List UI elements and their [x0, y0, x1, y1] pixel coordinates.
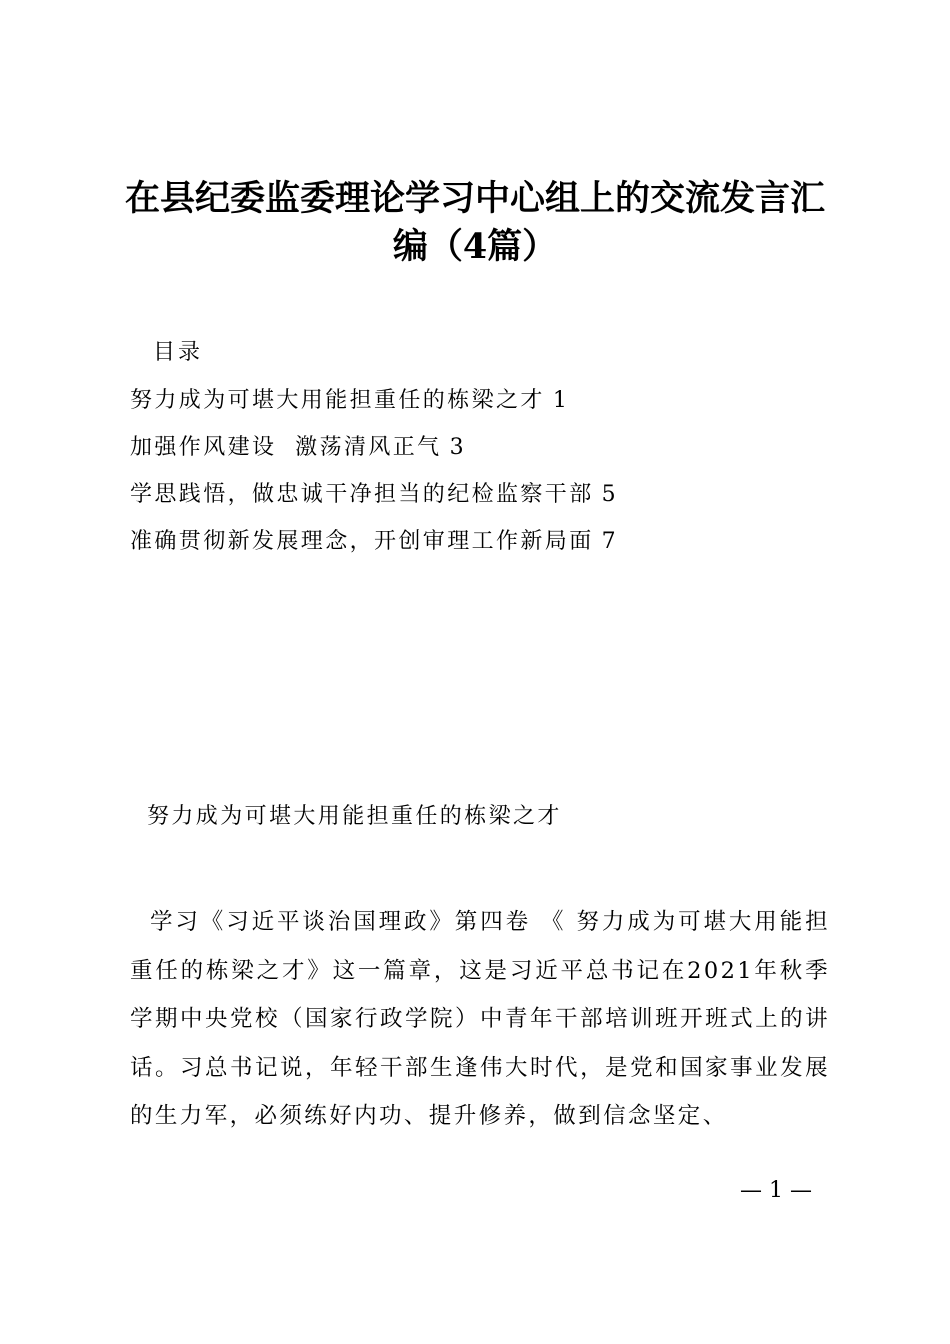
toc-item-title: 准确贯彻新发展理念，开创审理工作新局面	[130, 529, 594, 554]
section-heading: 努力成为可堪大用能担重任的栋梁之才	[147, 804, 562, 829]
toc-item-page: 7	[601, 529, 616, 554]
table-of-contents	[130, 384, 850, 572]
toc-item[interactable]	[130, 525, 850, 572]
toc-item-title: 学思践悟，做忠诚干净担当的纪检监察干部	[130, 482, 594, 507]
document-title-line-2: 编（4篇）	[392, 226, 558, 267]
toc-heading: 目录	[153, 340, 204, 365]
toc-item-title: 加强作风建设 激荡清风正气	[130, 435, 442, 460]
document-title-line-1: 在县纪委监委理论学习中心组上的交流发言汇	[124, 178, 825, 219]
body-paragraph: 学习《习近平谈治国理政》第四卷 《 努力成为可堪大用能担重任的栋梁之才》这一篇章，这是习近平总书记在2021年秋季学期中央党校（国家行政学院）中青年干部培训班开班式上的讲话。习总书记说，年轻干部生逢伟大时代，是党和国家事业发展的生力军，必须练好内功、提升修养，做到信念坚定、	[130, 909, 830, 1129]
toc-item[interactable]	[130, 478, 850, 525]
toc-item[interactable]	[130, 384, 850, 431]
toc-item-page: 5	[601, 482, 616, 507]
toc-item-page: 1	[552, 388, 567, 413]
toc-item-page: 3	[449, 435, 464, 460]
toc-item[interactable]	[130, 431, 850, 478]
page-number: — 1 —	[740, 1178, 812, 1203]
toc-item-title: 努力成为可堪大用能担重任的栋梁之才	[130, 388, 545, 413]
